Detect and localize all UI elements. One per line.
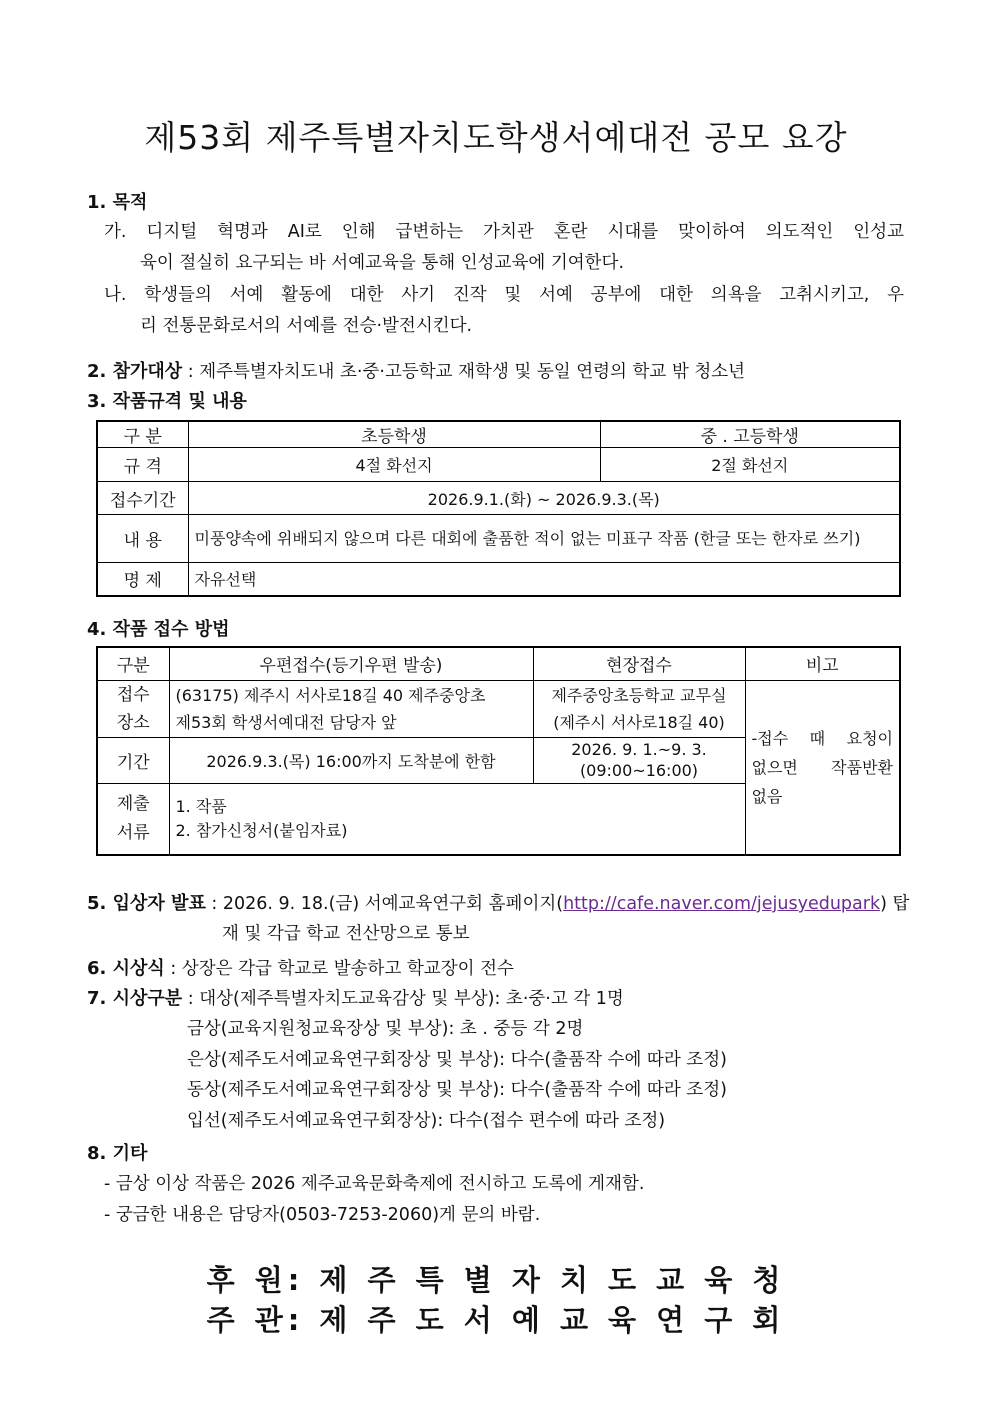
submission-header-type: 구분 <box>97 647 169 680</box>
submission-row-place <box>97 680 900 737</box>
purpose-ga-line2: 육이 절실히 요구되는 바 서예교육을 통해 인성교육에 기여한다. <box>140 253 625 273</box>
announce-text-b: ) 탑 <box>880 894 910 914</box>
purpose-na-line1: 나. 학생들의 서예 활동에 대한 사기 진작 및 서예 공부에 대한 의욕을 고취시키고, 우 <box>104 285 904 305</box>
award-silver: 은상(제주도서예교육연구회장상 및 부상): 다수(출품작 수에 따라 조정) <box>187 1050 727 1070</box>
section-7-heading: 7. 시상구분 <box>87 988 183 1009</box>
section-2-line <box>87 357 745 383</box>
award-grand: : 대상(제주특별자치도교육감상 및 부상): 초·중·고 각 1명 <box>182 989 624 1009</box>
submission-period-post: 2026.9.3.(목) 16:00까지 도착분에 한함 <box>169 737 533 783</box>
purpose-ga-line1: 가. 디지털 혁명과 AI로 인해 급변하는 가치관 혼란 시대를 맞이하여 의도적인 인성교 <box>104 222 904 242</box>
submission-header-post: 우편접수(등기우편 발송) <box>169 647 533 680</box>
submission-table-header <box>97 647 900 680</box>
participants-text: : 제주특별자치도내 초·중·고등학교 재학생 및 동일 연령의 학교 밖 청소년 <box>182 362 746 382</box>
submission-place-site: 제주중앙초등학교 교무실 (제주시 서사로18길 40) <box>533 680 745 737</box>
spec-size-middle-high: 2절 화선지 <box>600 448 900 482</box>
ceremony-text: : 상장은 각급 학교로 발송하고 학교장이 전수 <box>164 959 514 979</box>
award-honorable: 입선(제주도서예교육연구회장상): 다수(접수 편수에 따라 조정) <box>187 1111 666 1131</box>
announce-text-a: : 2026. 9. 18.(금) 서예교육연구회 홈페이지( <box>205 894 564 914</box>
spec-header-elementary: 초등학생 <box>188 421 600 448</box>
etc-line2: - 궁금한 내용은 담당자(0503-7253-2060)게 문의 바람. <box>104 1205 541 1225</box>
submission-place-label: 접수 장소 <box>97 680 169 737</box>
spec-period-label: 접수기간 <box>97 482 188 515</box>
award-bronze: 동상(제주도서예교육연구회장상 및 부상): 다수(출품작 수에 따라 조정) <box>187 1080 727 1100</box>
spec-size-label: 규 격 <box>97 448 188 482</box>
award-gold: 금상(교육지원청교육장상 및 부상): 초 . 중등 각 2명 <box>187 1019 584 1039</box>
announce-line2: 재 및 각급 학교 전산망으로 통보 <box>222 924 470 944</box>
footer-host: 주 관: 제 주 도 서 예 교 육 연 구 회 <box>206 1303 786 1337</box>
section-1-heading: 1. 목적 <box>87 192 148 213</box>
section-5-heading: 5. 입상자 발표 <box>87 893 206 914</box>
spec-header-middle-high: 중 . 고등학생 <box>600 421 900 448</box>
footer-sponsor: 후 원: 제 주 특 별 자 치 도 교 육 청 <box>206 1263 786 1297</box>
section-6-line <box>87 954 514 980</box>
etc-line1: - 금상 이상 작품은 2026 제주교육문화축제에 전시하고 도록에 게재함. <box>104 1174 645 1194</box>
section-6-heading: 6. 시상식 <box>87 958 165 979</box>
submission-place-post: (63175) 제주시 서사로18길 40 제주중앙초 제53회 학생서예대전 담당자 앞 <box>169 680 533 737</box>
submission-docs-label: 제출 서류 <box>97 783 169 855</box>
cafe-link[interactable]: http://cafe.naver.com/jejusyedupark <box>563 894 881 914</box>
purpose-na-line2: 리 전통문화로서의 서예를 전승·발전시킨다. <box>140 316 473 336</box>
spec-table-header <box>97 421 900 448</box>
spec-theme-value: 자유선택 <box>188 563 900 596</box>
submission-header-site: 현장접수 <box>533 647 745 680</box>
section-7-line <box>87 984 624 1010</box>
spec-size-elementary: 4절 화선지 <box>188 448 600 482</box>
spec-row-content <box>97 515 900 563</box>
spec-table <box>96 420 901 597</box>
spec-period-value: 2026.9.1.(화) ~ 2026.9.3.(목) <box>188 482 900 515</box>
submission-period-site: 2026. 9. 1.~9. 3. (09:00~16:00) <box>533 737 745 783</box>
section-2-heading: 2. 참가대상 <box>87 361 183 382</box>
document-title: 제53회 제주특별자치도학생서예대전 공모 요강 <box>144 118 848 157</box>
spec-header-category: 구 분 <box>97 421 188 448</box>
section-4-heading: 4. 작품 접수 방법 <box>87 619 230 640</box>
submission-table <box>96 646 901 856</box>
submission-period-label: 기간 <box>97 737 169 783</box>
spec-row-period <box>97 482 900 515</box>
spec-content-label: 내 용 <box>97 515 188 563</box>
spec-row-theme <box>97 563 900 596</box>
submission-note: -접수 때 요청이 없으면 작품반환 없음 <box>745 680 900 855</box>
submission-header-note: 비고 <box>745 647 900 680</box>
spec-row-size <box>97 448 900 482</box>
section-3-heading: 3. 작품규격 및 내용 <box>87 391 247 412</box>
spec-content-value: 미풍양속에 위배되지 않으며 다른 대회에 출품한 적이 없는 미표구 작품 (한글 또는 한자로 쓰기) <box>188 515 900 563</box>
spec-theme-label: 명 제 <box>97 563 188 596</box>
section-5-line <box>87 889 909 915</box>
submission-docs-list: 1. 작품 2. 참가신청서(붙임자료) <box>169 783 745 855</box>
section-8-heading: 8. 기타 <box>87 1143 148 1164</box>
